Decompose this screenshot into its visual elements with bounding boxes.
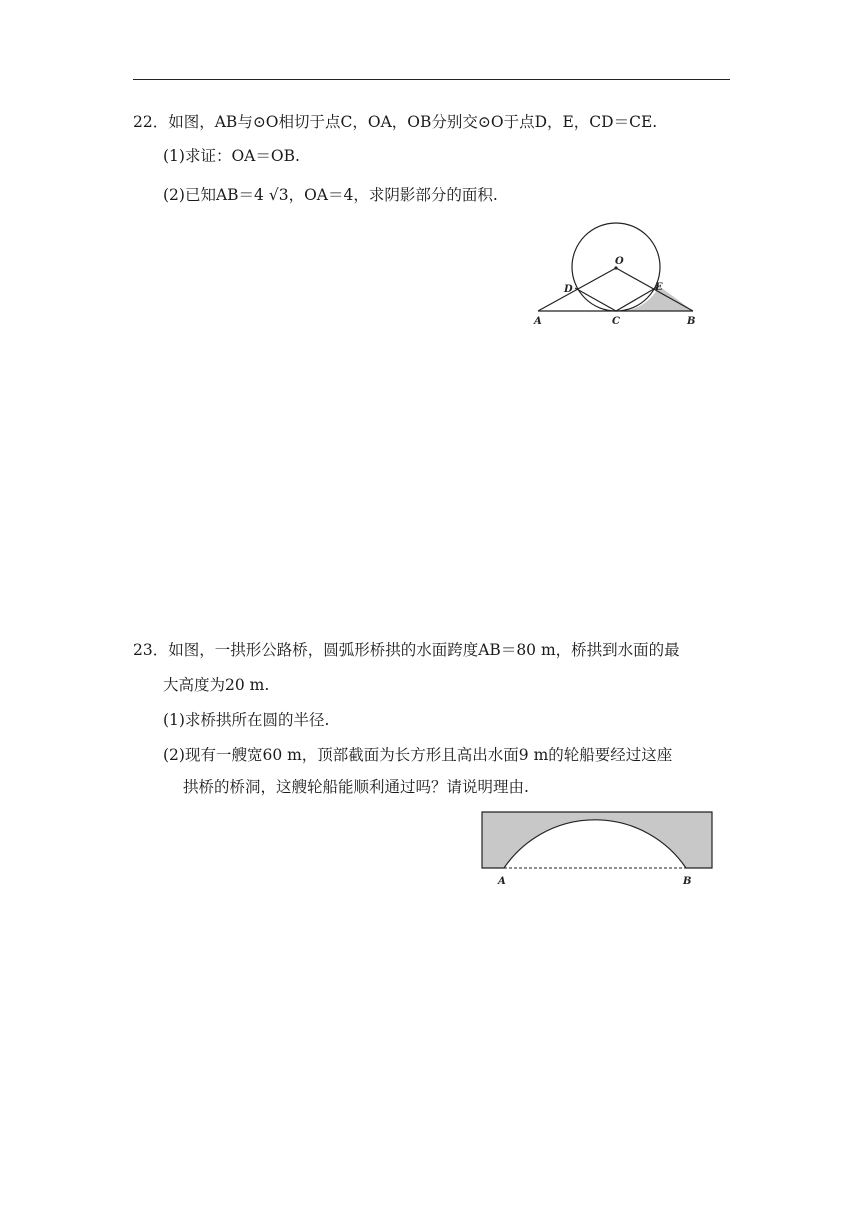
label-a: A [498,876,506,887]
q23-figure [478,808,718,890]
q22-stem-text: 如图，AB与⊙O相切于点C，OA，OB分别交⊙O于点D，E，CD＝CE. [168,113,658,131]
label-b: B [687,316,696,327]
q23-number: 23． [133,641,169,659]
label-d: D [564,284,573,295]
label-c: C [612,316,620,327]
q23-part2-line2: 拱桥的桥洞，这艘轮船能顺利通过吗？请说明理由. [183,778,529,796]
q22-part1: (1)求证：OA＝OB. [163,147,300,165]
q23-stem-line1 [133,640,680,660]
segment-cd [575,288,616,311]
q22-number: 22． [133,113,169,131]
q23-stem-line2: 大高度为20 m. [163,676,270,694]
q22-stem [133,112,657,132]
label-a: A [534,316,542,327]
label-e: E [655,282,663,293]
top-rule [133,79,730,80]
q23-stem-text-1: 如图，一拱形公路桥，圆弧形桥拱的水面跨度AB＝80 m，桥拱到水面的最 [168,641,680,659]
q22-figure [528,222,708,332]
q23-part2-line1: (2)现有一艘宽60 m，顶部截面为长方形且高出水面9 m的轮船要经过这座 [163,746,673,764]
q22-part2: (2)已知AB＝4 √3，OA＝4，求阴影部分的面积. [163,186,498,204]
label-o: O [615,256,624,267]
bridge-body [482,812,712,868]
label-b: B [683,876,692,887]
q23-part1: (1)求桥拱所在圆的半径. [163,711,330,729]
